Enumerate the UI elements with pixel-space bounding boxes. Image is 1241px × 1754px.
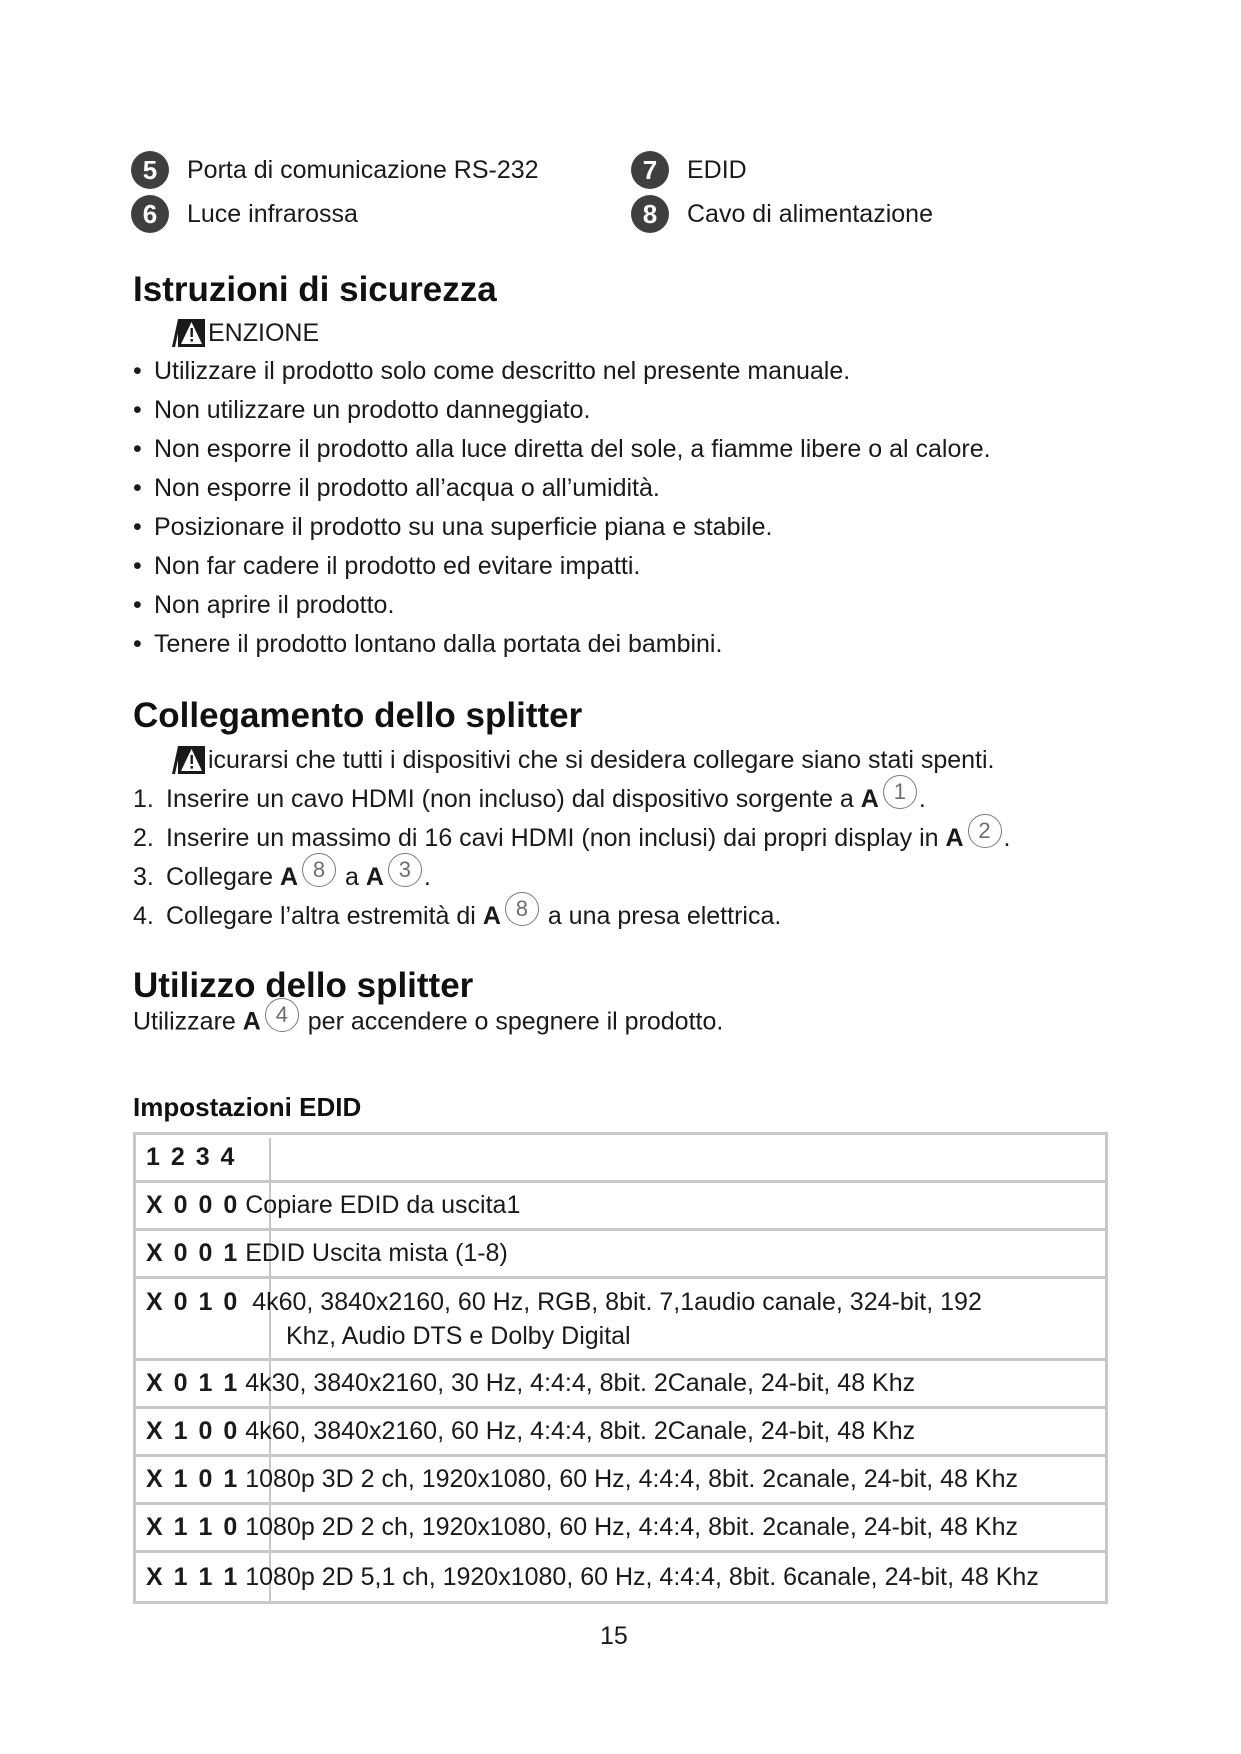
dip-code: X 0 0 0: [146, 1191, 240, 1219]
edid-description: 1080p 2D 2 ch, 1920x1080, 60 Hz, 4:4:4, 8bit. 2canale, 24-bit, 48 Khz: [245, 1513, 1018, 1541]
part-ref: A: [242, 1007, 261, 1036]
table-row: [136, 1409, 1105, 1457]
table-row: [136, 1361, 1105, 1409]
safety-heading: Istruzioni di sicurezza: [133, 270, 497, 309]
part-label: Porta di comunicazione RS-232: [187, 155, 539, 184]
ref-number-circle: 2: [968, 814, 1002, 848]
part-number-badge: 7: [631, 151, 669, 189]
step-item: [133, 858, 1011, 897]
safety-bullet: • Utilizzare il prodotto solo come descritto nel presente manuale.: [133, 352, 991, 391]
step-item: [133, 819, 1011, 858]
edid-description-block: [146, 1279, 982, 1353]
edid-description: 1080p 3D 2 ch, 1920x1080, 60 Hz, 4:4:4, 8bit. 2canale, 24-bit, 48 Khz: [245, 1465, 1018, 1493]
part-ref: A: [860, 785, 879, 813]
part-ref: A: [279, 863, 299, 891]
connect-heading: Collegamento dello splitter: [133, 696, 583, 735]
step-number: 4.: [133, 902, 154, 930]
edid-description: 4k30, 3840x2160, 30 Hz, 4:4:4, 8bit. 2Canale, 24-bit, 48 Khz: [245, 1369, 916, 1397]
warning-line: [172, 318, 319, 348]
edid-description: 4k60, 3840x2160, 60 Hz, RGB, 8bit. 7,1audio canale, 324-bit, 192: [252, 1288, 982, 1316]
dip-code: X 1 1 1: [146, 1562, 240, 1591]
ref-number-circle: 8: [302, 853, 336, 887]
safety-bullet: • Non esporre il prodotto alla luce diretta del sole, a fiamme libere o al calore.: [133, 430, 991, 469]
dip-code: X 1 0 0: [146, 1417, 240, 1445]
step-text: Collegare l’altra estremità di: [166, 902, 476, 930]
edid-table: [133, 1132, 1108, 1604]
safety-bullet: • Tenere il prodotto lontano dalla portata dei bambini.: [133, 625, 991, 664]
safety-list: [133, 352, 991, 664]
connect-note-text: icurarsi che tutti i dispositivi che si desidera collegare siano stati spenti.: [208, 745, 995, 774]
table-row: [136, 1183, 1105, 1231]
edid-description: 1080p 2D 5,1 ch, 1920x1080, 60 Hz, 4:4:4, 8bit. 6canale, 24-bit, 48 Khz: [245, 1562, 1039, 1591]
step-text-end: .: [423, 863, 431, 891]
step-text: Inserire un massimo di 16 cavi HDMI (non inclusi) dai propri display in: [166, 824, 939, 852]
part-item-7: [631, 150, 747, 190]
ref-number-circle: 8: [505, 892, 539, 926]
page-number: 15: [600, 1622, 628, 1650]
part-label: Luce infrarossa: [187, 199, 358, 228]
use-instruction: [133, 1002, 724, 1040]
edid-description: Copiare EDID da uscita1: [245, 1191, 521, 1219]
step-number: 1.: [133, 785, 154, 813]
part-number-badge: 8: [631, 195, 669, 233]
step-text-end: .: [918, 785, 926, 813]
edid-description-continued: Khz, Audio DTS e Dolby Digital: [286, 1322, 631, 1350]
safety-bullet: • Non esporre il prodotto all’acqua o all’umidità.: [133, 469, 991, 508]
safety-bullet: • Non aprire il prodotto.: [133, 586, 991, 625]
use-text-end: per accendere o spegnere il prodotto.: [307, 1007, 724, 1036]
part-item-5: [131, 150, 539, 190]
edid-description: 4k60, 3840x2160, 60 Hz, 4:4:4, 8bit. 2Canale, 24-bit, 48 Khz: [245, 1417, 916, 1445]
table-row: [136, 1457, 1105, 1505]
warning-text: ENZIONE: [208, 318, 320, 347]
warning-icon: [172, 318, 206, 348]
dip-code: X 0 0 1: [146, 1239, 240, 1267]
warning-icon: [172, 745, 206, 775]
step-item: [133, 780, 1011, 819]
part-number-badge: 5: [131, 151, 169, 189]
table-row: [136, 1505, 1105, 1553]
step-number: 2.: [133, 824, 154, 852]
edid-description: EDID Uscita mista (1-8): [245, 1239, 508, 1267]
table-row: [136, 1553, 1105, 1601]
edid-heading: Impostazioni EDID: [133, 1092, 362, 1122]
part-item-8: [631, 194, 933, 234]
part-ref: A: [482, 902, 501, 930]
step-text-mid: a: [344, 863, 359, 891]
table-row: [136, 1279, 1105, 1361]
dip-code: X 0 1 0: [146, 1288, 240, 1316]
part-number-badge: 6: [131, 195, 169, 233]
connect-note-line: [172, 745, 995, 775]
table-header-row: [136, 1135, 1105, 1183]
step-text: Collegare: [166, 863, 274, 891]
step-text-end: a una presa elettrica.: [547, 902, 782, 930]
part-item-6: [131, 194, 358, 234]
part-ref: A: [365, 863, 384, 891]
use-heading: Utilizzo dello splitter: [133, 966, 474, 1005]
safety-bullet: • Non far cadere il prodotto ed evitare impatti.: [133, 547, 991, 586]
ref-number-circle: 1: [883, 775, 917, 809]
table-row: [136, 1231, 1105, 1279]
safety-bullet: • Posizionare il prodotto su una superficie piana e stabile.: [133, 508, 991, 547]
step-text-end: .: [1003, 824, 1011, 852]
ref-number-circle: 4: [265, 998, 299, 1032]
step-item: [133, 897, 1011, 936]
dip-switch-header: 1 2 3 4: [146, 1143, 237, 1171]
part-label: Cavo di alimentazione: [687, 199, 933, 228]
step-number: 3.: [133, 863, 154, 891]
part-label: EDID: [687, 155, 747, 184]
safety-bullet: • Non utilizzare un prodotto danneggiato.: [133, 391, 991, 430]
dip-code: X 0 1 1: [146, 1369, 240, 1397]
use-text: Utilizzare: [133, 1007, 236, 1036]
connect-steps: [133, 780, 1011, 936]
step-text: Inserire un cavo HDMI (non incluso) dal dispositivo sorgente a: [166, 785, 854, 813]
dip-code: X 1 0 1: [146, 1465, 240, 1493]
ref-number-circle: 3: [388, 853, 422, 887]
part-ref: A: [945, 824, 964, 852]
dip-code: X 1 1 0: [146, 1513, 240, 1541]
